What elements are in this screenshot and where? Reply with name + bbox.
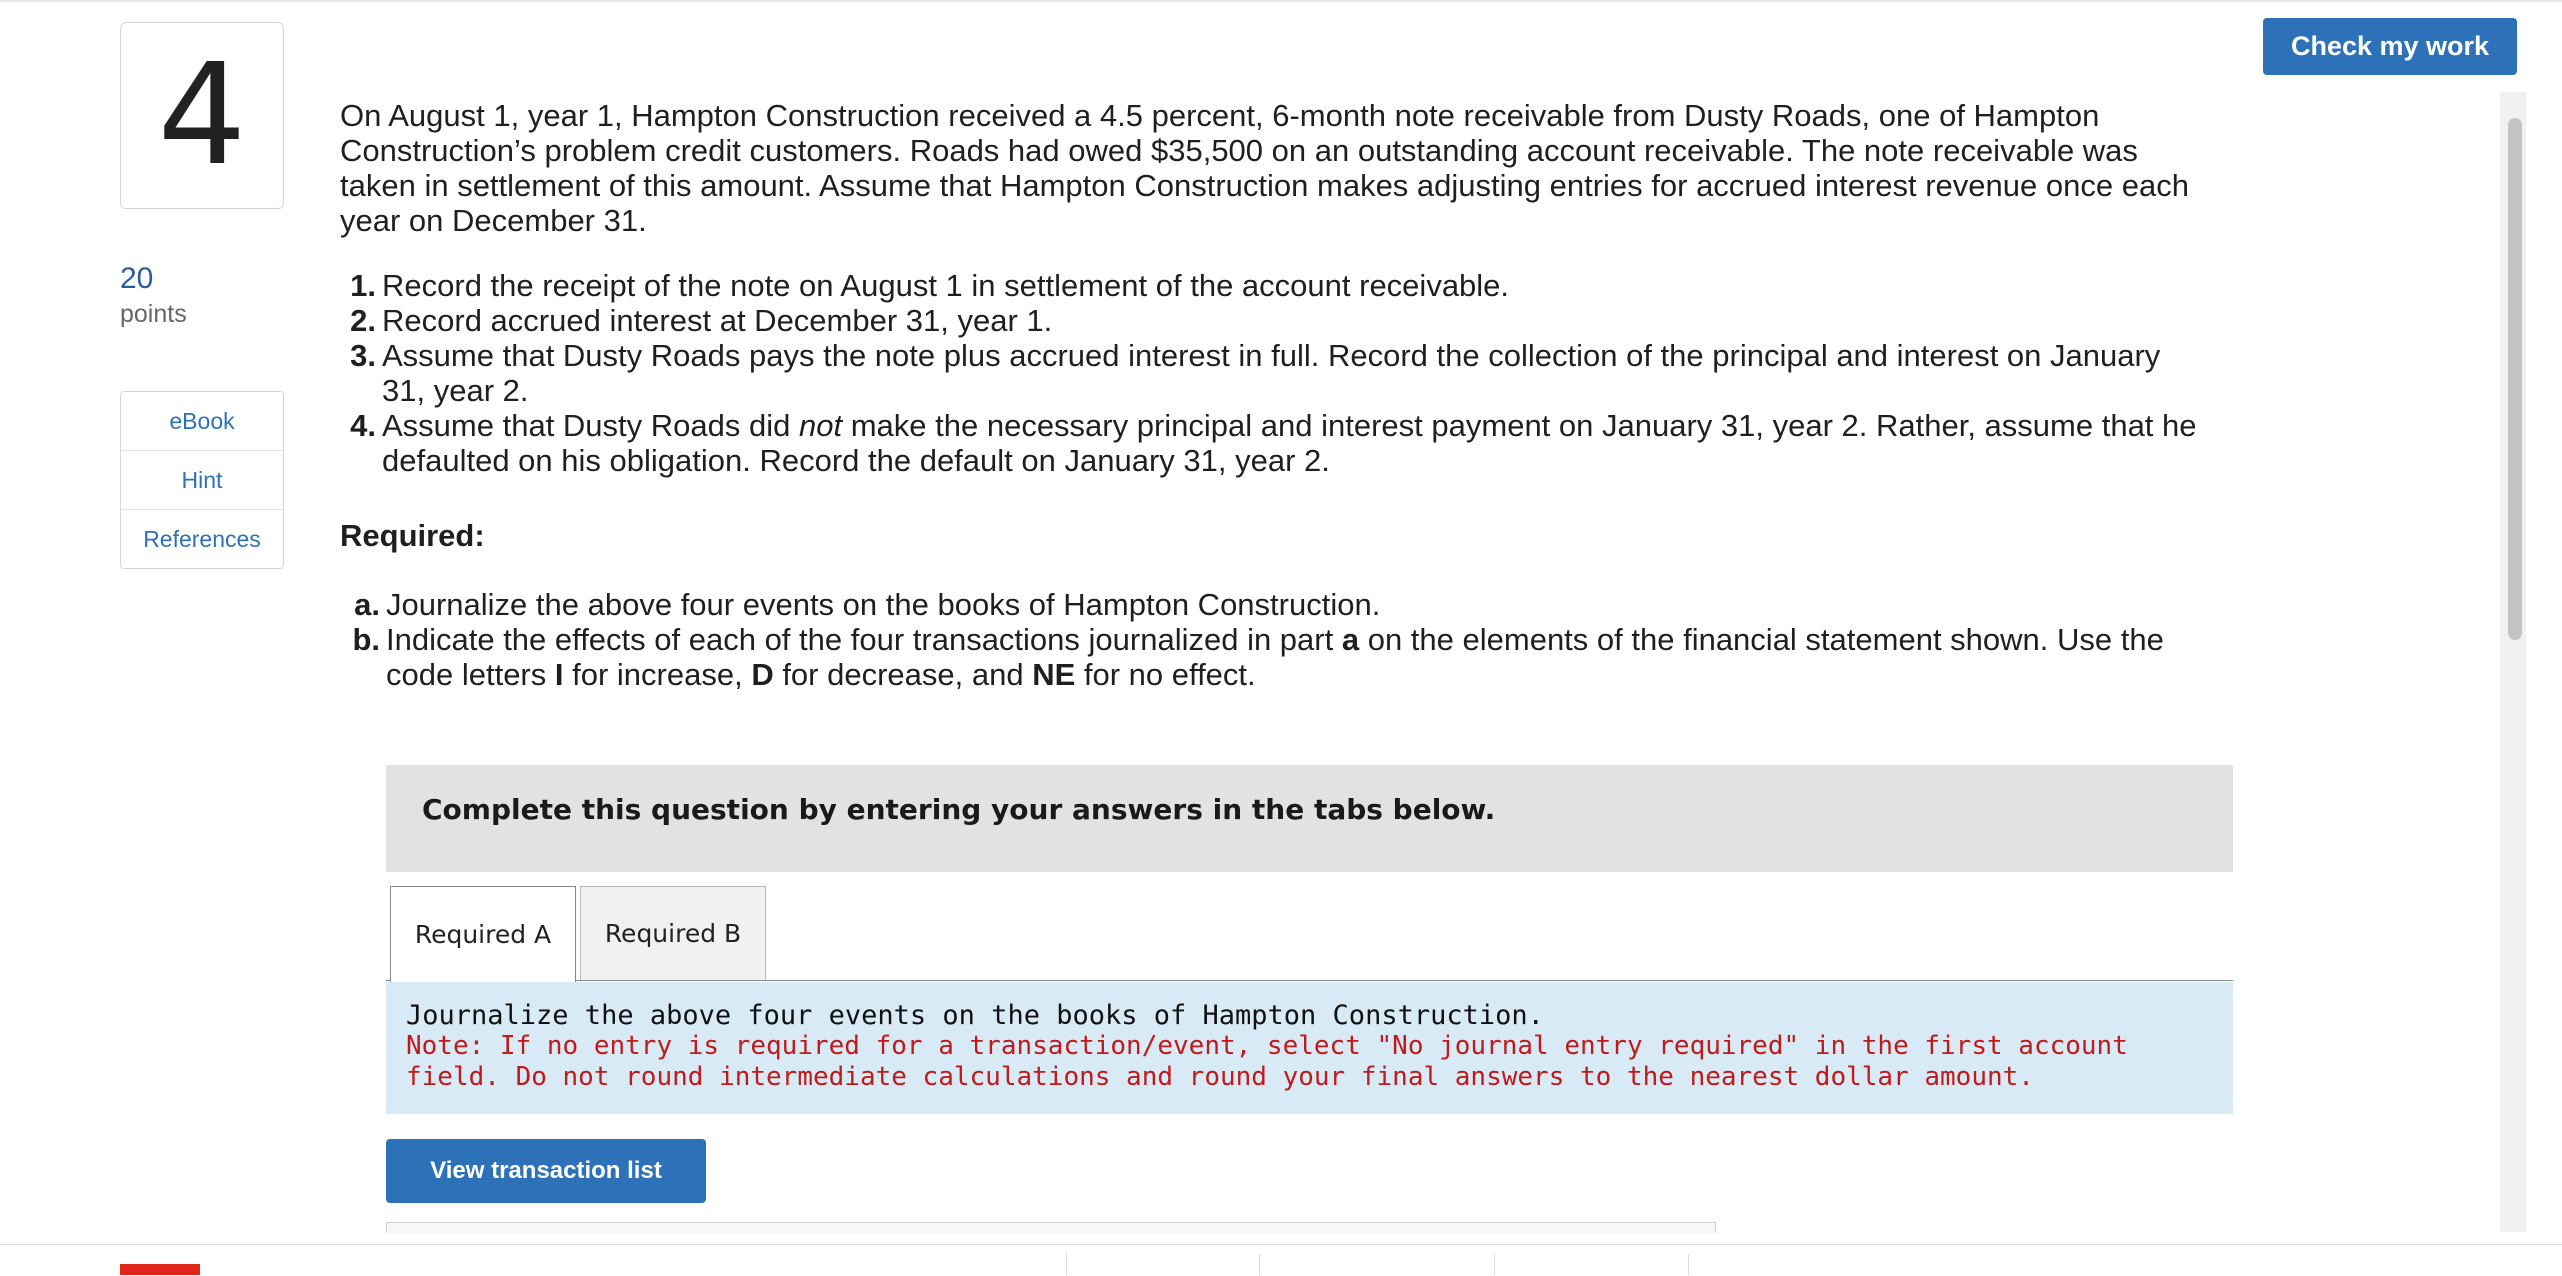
list-item: 1. Record the receipt of the note on August 1 in settlement of the account receivable. [350, 268, 1510, 303]
footer-divider [1688, 1254, 1689, 1275]
footer-divider [1066, 1254, 1067, 1275]
problem-content [340, 98, 2210, 692]
instructions-banner [386, 765, 2233, 872]
scrollbar-thumb[interactable] [2508, 118, 2522, 640]
references-link[interactable]: References [143, 525, 261, 552]
brand-logo [120, 1264, 200, 1275]
footer-divider [1259, 1254, 1260, 1275]
required-heading: Required: [340, 518, 485, 553]
journal-table-top [386, 1222, 1716, 1233]
resources-panel [120, 391, 284, 569]
list-item: b. Indicate the effects of each of the four transactions journalized in part a on the elements of the financial statement shown. Use the code letters I for increase, D for decrease, and NE for no effect. [352, 622, 2164, 692]
tab-instruction-note: Note: If no entry is required for a transaction/event, select "No journal entry required" in the first account field. Do not round intermediate calculations and round your final answers to the nearest dollar amount. [406, 1031, 2128, 1092]
footer-divider [1494, 1254, 1495, 1275]
hint-link[interactable]: Hint [121, 451, 283, 510]
view-transaction-list-button[interactable]: View transaction list [386, 1139, 706, 1203]
tab-instruction-title: Journalize the above four events on the books of Hampton Construction. [406, 1000, 1544, 1031]
list-item: a. Journalize the above four events on the books of Hampton Construction. [354, 587, 1381, 622]
check-my-work-button[interactable]: Check my work [2263, 18, 2517, 75]
problem-intro: On August 1, year 1, Hampton Construction received a 4.5 percent, 6-month note receivable from Dusty Roads, one of Hampton Construction’s problem credit customers. Roads had owed $35,500 on an outstanding account receivable. The note receivable was taken in settlement of this amount. Assume that Hampton Construction makes adjusting entries for accrued interest revenue once each year on December 31. [340, 98, 2189, 238]
tab-instructions [386, 982, 2233, 1114]
points-label: points [120, 300, 187, 328]
required-list [340, 587, 2210, 692]
points-value: 20 [120, 262, 154, 295]
tab-divider [386, 980, 2233, 981]
tab-required-b[interactable]: Required B [580, 886, 766, 980]
instructions-text: Complete this question by entering your answers in the tabs below. [422, 793, 1496, 826]
ebook-link[interactable]: eBook [121, 392, 283, 451]
question-number-box [120, 22, 284, 209]
event-list [340, 268, 2210, 478]
list-item: 3. Assume that Dusty Roads pays the note plus accrued interest in full. Record the collection of the principal and interest on January 31, year 2. [350, 338, 2161, 408]
list-item: 2. Record accrued interest at December 31, year 1. [350, 303, 1053, 338]
list-item: 4. Assume that Dusty Roads did not make the necessary principal and interest payment on January 31, year 2. Rather, assume that he defaulted on his obligation. Record the default on January 31, year 2. [350, 408, 2197, 478]
footer-bar [0, 1244, 2562, 1276]
question-number: 4 [157, 33, 247, 197]
tab-required-a[interactable]: Required A [390, 886, 576, 982]
top-border [0, 0, 2562, 2]
